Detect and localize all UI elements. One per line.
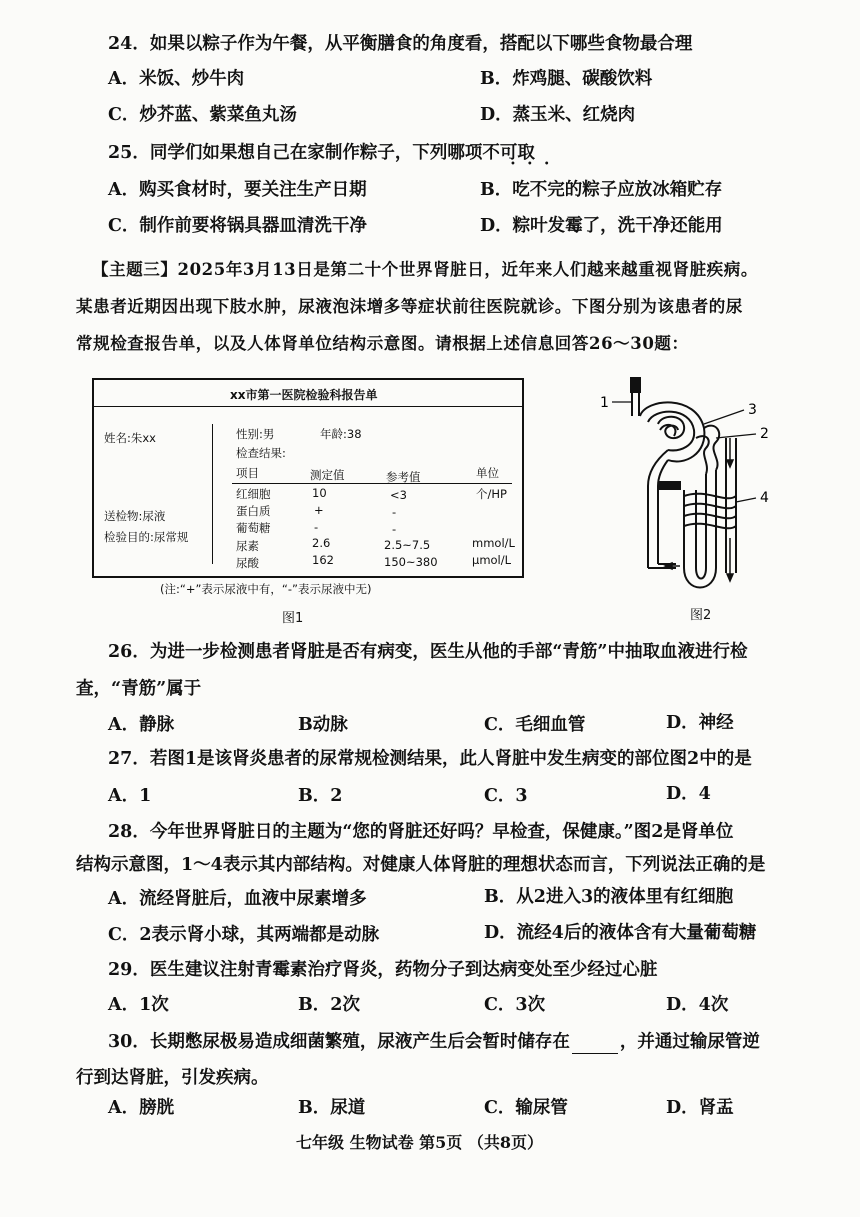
q29-option-c: C．3次: [484, 995, 546, 1015]
theme3-line3: 常规检查报告单，以及人体肾单位结构示意图。请根据上述信息回答26～30题：: [76, 334, 689, 353]
report-row-item: 葡萄糖: [236, 521, 271, 535]
report-row-measured: 162: [312, 553, 334, 567]
question-30-line1: [108, 1030, 760, 1054]
emphasis-dots: •••: [510, 159, 561, 170]
q30-option-d: D．肾盂: [666, 1098, 734, 1118]
theme3-line1: 【主题三】2025年3月13日是第二十个世界肾脏日，近年来人们越来越重视肾脏疾病。: [92, 260, 758, 279]
report-header-divider: [232, 483, 512, 484]
report-row-reference: -: [392, 505, 397, 519]
report-patient-name: 姓名:朱xx: [104, 431, 156, 445]
answer-blank: [572, 1037, 618, 1054]
report-age: 年龄:38: [320, 427, 362, 441]
question-30-line2: 行到达肾脏，引发疾病。: [76, 1068, 269, 1088]
q27-option-d: D．4: [666, 784, 711, 804]
question-26-line1: 26．为进一步检测患者肾脏是否有病变，医生从他的手部“青筋”中抽取血液进行检: [108, 642, 748, 662]
label-1: 1: [600, 395, 609, 411]
report-row-reference: <3: [390, 488, 407, 502]
q24-option-b: B．炸鸡腿、碳酸饮料: [480, 69, 653, 89]
page-footer: 七年级 生物试卷 第5页 （共8页）: [296, 1133, 543, 1152]
q25-option-a: A．购买食材时，要关注生产日期: [108, 180, 367, 200]
report-result-label: 检查结果:: [236, 446, 286, 460]
q30-option-c: C．输尿管: [484, 1098, 568, 1118]
report-header-measured: 测定值: [310, 468, 345, 482]
q26-option-b: B动脉: [298, 715, 348, 735]
question-30-text-after-blank: ，并通过输尿管逆: [619, 1032, 760, 1052]
q29-option-d: D．4次: [666, 995, 729, 1015]
q24-option-a: A．米饭、炒牛肉: [108, 69, 245, 89]
report-row-measured: 2.6: [312, 536, 331, 550]
report-row-item: 尿酸: [236, 556, 259, 570]
report-row-measured: -: [314, 520, 319, 534]
q25-option-d: D．粽叶发霉了，洗干净还能用: [480, 216, 723, 236]
nephron-diagram: [596, 368, 816, 608]
report-row-unit: μmol/L: [472, 553, 512, 567]
report-row-unit: mmol/L: [472, 536, 515, 550]
flow-arrows: [665, 438, 733, 581]
report-header-reference: 参考值: [386, 470, 421, 484]
report-sample: 送检物:尿液: [104, 509, 166, 523]
label-2: 2: [760, 426, 769, 442]
question-24-stem: 24．如果以粽子作为午餐，从平衡膳食的角度看，搭配以下哪些食物最合理: [108, 34, 693, 54]
question-28-line1: 28．今年世界肾脏日的主题为“您的肾脏还好吗？早检查，保健康。”图2是肾单位: [108, 822, 734, 842]
q26-option-a: A．静脉: [108, 715, 175, 735]
q29-option-b: B．2次: [298, 995, 360, 1015]
q27-option-b: B．2: [298, 786, 343, 806]
q28-option-d: D．流经4后的液体含有大量葡萄糖: [484, 923, 757, 943]
q30-option-a: A．膀胱: [108, 1098, 175, 1118]
label-3: 3: [748, 402, 757, 418]
q27-option-a: A．1: [108, 786, 152, 806]
lab-report-figure: [92, 378, 524, 578]
report-title: xx市第一医院检验科报告单: [230, 388, 378, 402]
q28-option-a: A．流经肾脏后，血液中尿素增多: [108, 889, 367, 909]
q25-option-c: C．制作前要将锅具器皿清洗干净: [108, 216, 367, 236]
q26-option-d: D．神经: [666, 713, 734, 733]
q25-option-b: B．吃不完的粽子应放冰箱贮存: [480, 180, 723, 200]
question-27-stem: 27．若图1是该肾炎患者的尿常规检测结果，此人肾脏中发生病变的部位图2中的是: [108, 749, 752, 769]
question-26-line2: 查，“青筋”属于: [76, 679, 202, 699]
report-row-unit: 个/HP: [476, 487, 507, 501]
figure1-caption: 图1: [282, 611, 304, 626]
q24-option-d: D．蒸玉米、红烧肉: [480, 105, 636, 125]
q28-option-c: C．2表示肾小球，其两端都是动脉: [108, 925, 380, 945]
report-row-item: 蛋白质: [236, 504, 271, 518]
report-row-measured: 10: [312, 486, 327, 500]
report-title-divider: [94, 406, 522, 407]
nephron-structure: [631, 378, 736, 588]
report-note: (注:“+”表示尿液中有，“-”表示尿液中无): [160, 582, 372, 596]
report-row-measured: +: [314, 503, 324, 517]
report-column-divider: [212, 424, 213, 564]
theme3-line2: 某患者近期因出现下肢水肿，尿液泡沫增多等症状前往医院就诊。下图分别为该患者的尿: [76, 297, 743, 316]
q28-option-b: B．从2进入3的液体里有红细胞: [484, 887, 734, 907]
question-29-stem: 29．医生建议注射青霉素治疗肾炎，药物分子到达病变处至少经过心脏: [108, 960, 658, 980]
report-row-reference: 150~380: [384, 555, 438, 569]
question-30-text-before-blank: 30．长期憋尿极易造成细菌繁殖，尿液产生后会暂时储存在: [108, 1032, 570, 1052]
q26-option-c: C．毛细血管: [484, 715, 586, 735]
report-sex: 性别:男: [236, 427, 275, 441]
report-row-item: 尿素: [236, 539, 259, 553]
report-purpose: 检验目的:尿常规: [104, 530, 189, 544]
report-row-item: 红细胞: [236, 487, 271, 501]
label-4: 4: [760, 490, 769, 506]
label-leaders: [612, 402, 756, 502]
q27-option-c: C．3: [484, 786, 528, 806]
question-28-line2: 结构示意图，1～4表示其内部结构。对健康人体肾脏的理想状态而言，下列说法正确的是: [76, 855, 766, 875]
q24-option-c: C．炒芥蓝、紫菜鱼丸汤: [108, 105, 297, 125]
report-row-reference: 2.5~7.5: [384, 538, 431, 552]
report-row-reference: -: [392, 522, 397, 536]
q29-option-a: A．1次: [108, 995, 169, 1015]
question-25-stem: 25．同学们如果想自己在家制作粽子，下列哪项不可取: [108, 143, 535, 163]
figure2-caption: 图2: [690, 608, 712, 623]
report-header-item: 项目: [236, 466, 259, 480]
q30-option-b: B．尿道: [298, 1098, 366, 1118]
report-header-unit: 单位: [476, 466, 499, 480]
